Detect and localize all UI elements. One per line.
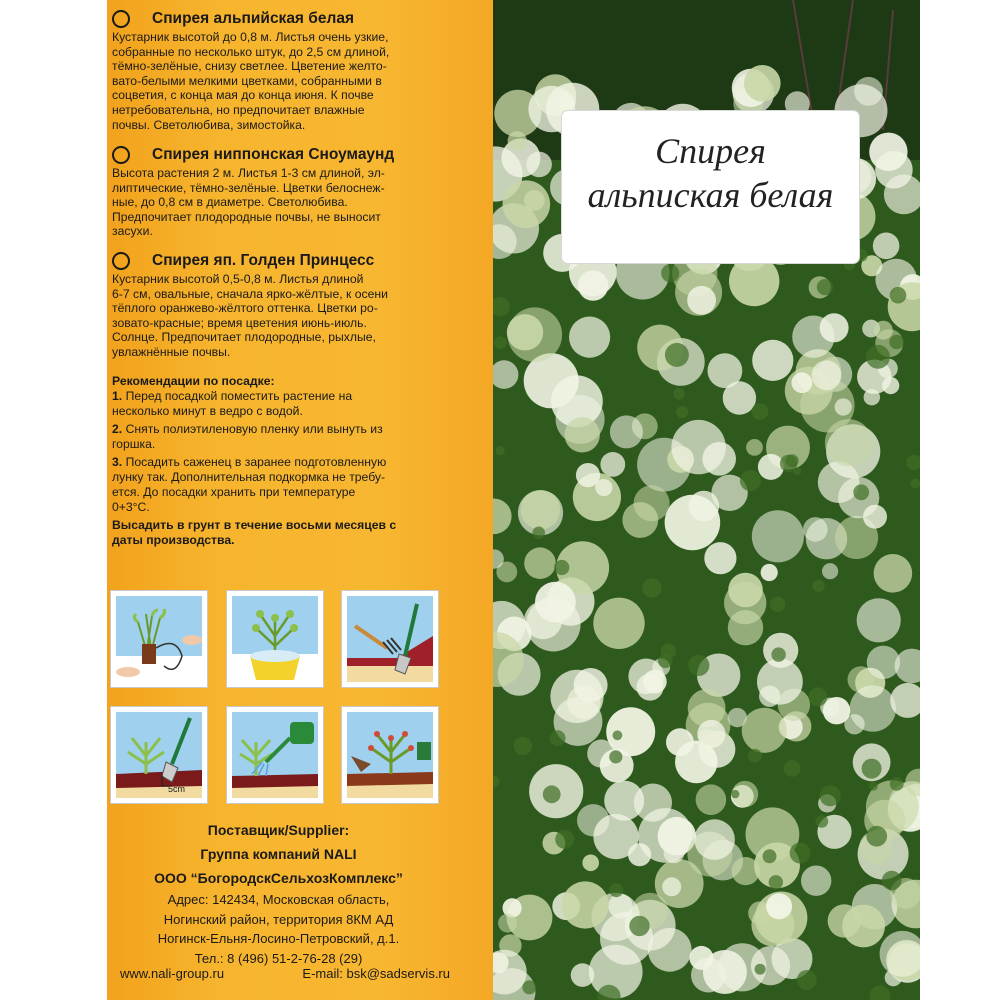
planting-recommendations xyxy=(112,374,442,548)
variety-description: Кустарник высотой 0,5-0,8 м. Листья длиной 6-7 см, овальные, сначала ярко-жёлтые, к осени тёплого оранжево-жёлтого оттенка. Цветки ро- зовато-красные; время цветения июнь-июль. Солнце. Предпочитает плодородные, рыхлые, увлажнённые почвы. xyxy=(112,272,388,359)
bucket-soak-icon xyxy=(226,590,324,688)
caption-line-1: Спирея xyxy=(655,131,766,171)
supplier-contacts xyxy=(120,966,450,981)
watering-can-icon xyxy=(226,706,324,804)
variety-title: Спирея яп. Голден Принцесс xyxy=(152,252,375,269)
email-link[interactable]: E-mail: bsk@sadservis.ru xyxy=(302,966,450,981)
step-2: 2. Снять полиэтиленовую пленку или вынуть из горшка. xyxy=(112,422,383,451)
supplier-phone: Тел.: 8 (496) 51-2-76-28 (29) xyxy=(194,950,363,966)
supplier-address: Адрес: 142434, Московская область, xyxy=(167,892,390,907)
supplier-group: Группа компаний NALI xyxy=(200,846,357,862)
supplier-heading: Поставщик/Supplier: xyxy=(207,822,350,838)
website-link[interactable]: www.nali-group.ru xyxy=(120,966,225,981)
variety-title: Спирея ниппонская Сноумаунд xyxy=(152,146,395,163)
step-1: 1. Перед посадкой поместить растение на несколько минут в ведро с водой. xyxy=(112,389,353,418)
planting-depth-icon xyxy=(110,706,208,804)
checkbox-circle-icon xyxy=(112,252,130,270)
step-3: 3. Посадить саженец в заранее подготовленную лунку так. Дополнительная подкормка не требу- ется. До посадки хранить при температуре 0+3°С. xyxy=(112,455,387,514)
supplier-block xyxy=(107,818,450,968)
variety-description: Кустарник высотой до 0,8 м. Листья очень узкие, собранные по несколько штук, до 2,5 см длиной, тёмно-зелёные, снизу светлее. Цветение желто- вато-белыми мелкими цветками, собранными в соцветия, с конца мая до конца июня. К почве нетребовательна, но предпочитает влажные почвы. Светолюбива, зимостойка. xyxy=(112,30,390,132)
variety-nippon-snowmound xyxy=(112,144,442,239)
planting-deadline-note: Высадить в грунт в течение восьми месяцев с даты производства. xyxy=(112,518,397,547)
photo-caption-label xyxy=(562,111,859,263)
supplier-address: Ногинский район, территория 8КМ АД xyxy=(163,911,394,927)
variety-description: Высота растения 2 м. Листья 1-3 см длиной, эл- липтические, тёмно-зелёные. Цветки белоснеж- ные, до 0,8 см в диаметре. Светолюбива. Предпочитает плодородные почвы, не выносит засухи. xyxy=(112,166,385,239)
variety-golden-princess xyxy=(112,250,442,360)
depth-label: 5cm xyxy=(168,784,186,794)
variety-alpine-white xyxy=(112,8,442,132)
checkbox-circle-icon xyxy=(112,10,130,28)
caption-line-2: альпиская белая xyxy=(587,175,834,215)
checkbox-circle-icon xyxy=(112,146,130,164)
supplier-address: Ногинск-Ельня-Лосино-Петровский, д.1. xyxy=(157,931,400,946)
digging-tools-icon xyxy=(341,590,439,688)
supplier-company: ООО “БогородскСельхозКомплекс” xyxy=(154,870,403,886)
cutting-wrap-icon xyxy=(110,590,208,688)
recommendations-title: Рекомендации по посадке: xyxy=(112,374,275,388)
variety-title: Спирея альпийская белая xyxy=(152,10,354,27)
mulching-icon xyxy=(341,706,439,804)
